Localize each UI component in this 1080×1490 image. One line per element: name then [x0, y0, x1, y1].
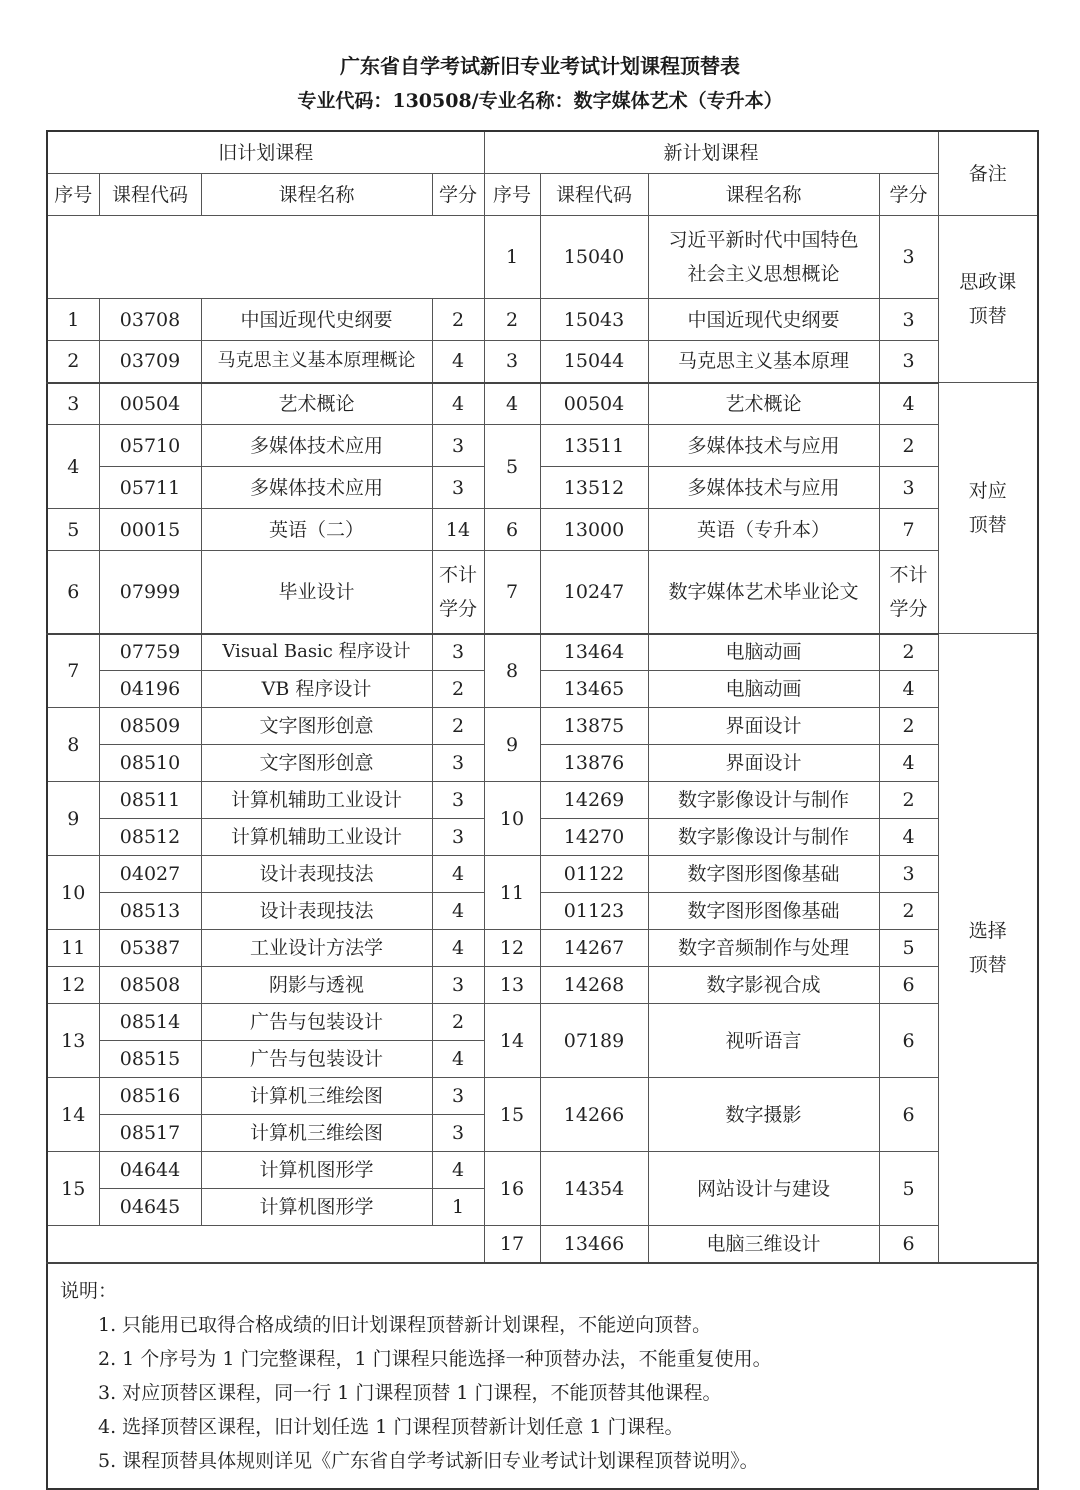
old-code: 00504: [99, 383, 201, 425]
new-code: 13512: [540, 467, 648, 509]
old-code: 08512: [99, 819, 201, 856]
old-credit: 3: [432, 967, 484, 1004]
old-no: 13: [47, 1004, 99, 1078]
column-header-row: [47, 174, 1038, 216]
old-code: 08514: [99, 1004, 201, 1041]
remark-optional: 选择顶替: [938, 634, 1038, 1263]
new-name: 电脑动画: [648, 671, 879, 708]
old-name: 英语（二）: [201, 509, 432, 551]
table-row: [47, 1226, 1038, 1263]
new-credit: 6: [879, 967, 938, 1004]
new-code: 15043: [540, 299, 648, 341]
old-credit: 3: [432, 1115, 484, 1152]
old-credit: 4: [432, 1041, 484, 1078]
old-credit: 14: [432, 509, 484, 551]
new-name: 数字图形图像基础: [648, 893, 879, 930]
old-name: 广告与包装设计: [201, 1004, 432, 1041]
note-item: 5. 课程顶替具体规则详见《广东省自学考试新旧专业考试计划课程顶替说明》。: [98, 1449, 759, 1472]
old-no: 2: [47, 341, 99, 383]
new-name: 电脑三维设计: [648, 1226, 879, 1263]
new-credit: 6: [879, 1004, 938, 1078]
old-no: 1: [47, 299, 99, 341]
old-no: 7: [47, 634, 99, 708]
table-row: [47, 819, 1038, 856]
new-name: 数字图形图像基础: [648, 856, 879, 893]
old-code: 04645: [99, 1189, 201, 1226]
new-credit: 2: [879, 708, 938, 745]
old-no: 11: [47, 930, 99, 967]
new-code: 13511: [540, 425, 648, 467]
new-no: 14: [484, 1004, 540, 1078]
old-code: 00015: [99, 509, 201, 551]
col-new-credit: 学分: [879, 174, 938, 216]
new-credit: 2: [879, 893, 938, 930]
old-credit: 4: [432, 383, 484, 425]
new-credit: 2: [879, 782, 938, 819]
table-row: [47, 708, 1038, 745]
old-name: 马克思主义基本原理概论: [201, 341, 432, 383]
new-credit: 4: [879, 745, 938, 782]
old-code: 04196: [99, 671, 201, 708]
new-no: 2: [484, 299, 540, 341]
new-name: 电脑动画: [648, 634, 879, 671]
old-no: 6: [47, 551, 99, 634]
old-name: 文字图形创意: [201, 708, 432, 745]
table-row: [47, 1152, 1038, 1189]
table-row: [47, 216, 1038, 299]
new-code: 15040: [540, 216, 648, 299]
group-header-row: [47, 131, 1038, 174]
new-name: 数字影像设计与制作: [648, 782, 879, 819]
notes-row: [47, 1263, 1038, 1489]
new-name: 英语（专升本）: [648, 509, 879, 551]
old-credit: 1: [432, 1189, 484, 1226]
new-name: 多媒体技术与应用: [648, 467, 879, 509]
new-no: 8: [484, 634, 540, 708]
new-name: 数字媒体艺术毕业论文: [648, 551, 879, 634]
old-no: 15: [47, 1152, 99, 1226]
old-code: 08515: [99, 1041, 201, 1078]
old-credit: 4: [432, 893, 484, 930]
new-no: 12: [484, 930, 540, 967]
table-row: [47, 299, 1038, 341]
new-code: 13465: [540, 671, 648, 708]
old-name: 多媒体技术应用: [201, 425, 432, 467]
old-credit: 2: [432, 708, 484, 745]
old-credit: 4: [432, 856, 484, 893]
new-code: 07189: [540, 1004, 648, 1078]
old-name: 毕业设计: [201, 551, 432, 634]
remark-corresponding: 对应顶替: [938, 383, 1038, 634]
old-code: 08510: [99, 745, 201, 782]
document-title: 广东省自学考试新旧专业考试计划课程顶替表: [340, 54, 740, 78]
new-name: 习近平新时代中国特色社会主义思想概论: [648, 216, 879, 299]
old-no: 14: [47, 1078, 99, 1152]
new-code: 15044: [540, 341, 648, 383]
new-code: 10247: [540, 551, 648, 634]
new-no: 17: [484, 1226, 540, 1263]
table-row: [47, 930, 1038, 967]
old-name: Visual Basic 程序设计: [201, 634, 432, 671]
old-no: 4: [47, 425, 99, 509]
old-code: 07999: [99, 551, 201, 634]
col-old-credit: 学分: [432, 174, 484, 216]
col-old-name: 课程名称: [201, 174, 432, 216]
old-code: 08509: [99, 708, 201, 745]
new-name: 数字音频制作与处理: [648, 930, 879, 967]
col-new-name: 课程名称: [648, 174, 879, 216]
new-code: 13464: [540, 634, 648, 671]
old-name: 阴影与透视: [201, 967, 432, 1004]
new-credit: 2: [879, 634, 938, 671]
empty-old-cell: [47, 216, 484, 299]
old-no: 8: [47, 708, 99, 782]
new-credit: 3: [879, 467, 938, 509]
new-credit: 3: [879, 856, 938, 893]
old-code: 08513: [99, 893, 201, 930]
new-code: 01122: [540, 856, 648, 893]
old-credit: 3: [432, 467, 484, 509]
notes-section: [47, 1263, 1038, 1489]
old-code: 03709: [99, 341, 201, 383]
new-code: 13466: [540, 1226, 648, 1263]
remark-header: 备注: [938, 131, 1038, 216]
col-new-code: 课程代码: [540, 174, 648, 216]
empty-old-cell: [47, 1226, 484, 1263]
old-name: 计算机辅助工业设计: [201, 819, 432, 856]
old-no: 9: [47, 782, 99, 856]
old-name: VB 程序设计: [201, 671, 432, 708]
old-code: 03708: [99, 299, 201, 341]
old-name: 计算机图形学: [201, 1152, 432, 1189]
new-no: 4: [484, 383, 540, 425]
new-name: 网站设计与建设: [648, 1152, 879, 1226]
notes-title: 说明：: [60, 1279, 118, 1302]
old-code: 07759: [99, 634, 201, 671]
col-old-no: 序号: [47, 174, 99, 216]
new-no: 10: [484, 782, 540, 856]
table-row: [47, 1078, 1038, 1115]
table-row: [47, 425, 1038, 467]
table-row: [47, 634, 1038, 671]
new-name: 多媒体技术与应用: [648, 425, 879, 467]
note-item: 4. 选择顶替区课程，旧计划任选 1 门课程顶替新计划任意 1 门课程。: [98, 1415, 684, 1438]
table-row: [47, 509, 1038, 551]
new-credit: 5: [879, 1152, 938, 1226]
document-subtitle: 专业代码：130508/专业名称：数字媒体艺术（专升本）: [297, 90, 783, 112]
old-code: 08508: [99, 967, 201, 1004]
new-no: 11: [484, 856, 540, 930]
new-credit: 7: [879, 509, 938, 551]
old-credit: 2: [432, 1004, 484, 1041]
old-code: 04027: [99, 856, 201, 893]
old-name: 工业设计方法学: [201, 930, 432, 967]
new-credit: 6: [879, 1078, 938, 1152]
old-no: 10: [47, 856, 99, 930]
new-name: 界面设计: [648, 708, 879, 745]
new-credit: 3: [879, 341, 938, 383]
note-item: 1. 只能用已取得合格成绩的旧计划课程顶替新计划课程，不能逆向顶替。: [98, 1313, 712, 1336]
new-code: 13000: [540, 509, 648, 551]
new-no: 1: [484, 216, 540, 299]
new-name: 数字影像设计与制作: [648, 819, 879, 856]
new-no: 16: [484, 1152, 540, 1226]
new-credit: 4: [879, 671, 938, 708]
new-name: 艺术概论: [648, 383, 879, 425]
old-credit: 3: [432, 1078, 484, 1115]
table-row: [47, 1004, 1038, 1041]
old-credit: 4: [432, 1152, 484, 1189]
old-name: 设计表现技法: [201, 893, 432, 930]
old-name: 文字图形创意: [201, 745, 432, 782]
table-row: [47, 745, 1038, 782]
new-name: 视听语言: [648, 1004, 879, 1078]
old-code: 08516: [99, 1078, 201, 1115]
new-no: 9: [484, 708, 540, 782]
new-credit: 4: [879, 819, 938, 856]
old-code: 08511: [99, 782, 201, 819]
old-code: 04644: [99, 1152, 201, 1189]
old-name: 计算机三维绘图: [201, 1115, 432, 1152]
new-credit: 4: [879, 383, 938, 425]
new-credit: 2: [879, 425, 938, 467]
col-new-no: 序号: [484, 174, 540, 216]
table-row: [47, 893, 1038, 930]
old-credit: 2: [432, 299, 484, 341]
old-credit: 3: [432, 819, 484, 856]
new-no: 7: [484, 551, 540, 634]
old-no: 12: [47, 967, 99, 1004]
old-credit: 4: [432, 341, 484, 383]
new-code: 14354: [540, 1152, 648, 1226]
new-name: 数字影视合成: [648, 967, 879, 1004]
new-credit: 3: [879, 216, 938, 299]
old-credit: 3: [432, 782, 484, 819]
new-code: 14270: [540, 819, 648, 856]
old-name: 设计表现技法: [201, 856, 432, 893]
new-credit: 不计学分: [879, 551, 938, 634]
new-credit: 5: [879, 930, 938, 967]
table-row: [47, 383, 1038, 425]
old-code: 05710: [99, 425, 201, 467]
new-code: 14268: [540, 967, 648, 1004]
old-credit: 4: [432, 930, 484, 967]
new-plan-header: 新计划课程: [484, 131, 938, 174]
new-code: 14267: [540, 930, 648, 967]
old-plan-header: 旧计划课程: [47, 131, 484, 174]
new-code: 13875: [540, 708, 648, 745]
new-no: 13: [484, 967, 540, 1004]
table-row: [47, 467, 1038, 509]
old-name: 中国近现代史纲要: [201, 299, 432, 341]
old-credit: 2: [432, 671, 484, 708]
course-replacement-table: [46, 130, 1039, 1490]
old-credit: 3: [432, 425, 484, 467]
new-no: 15: [484, 1078, 540, 1152]
new-no: 6: [484, 509, 540, 551]
table-row: [47, 856, 1038, 893]
old-name: 计算机图形学: [201, 1189, 432, 1226]
col-old-code: 课程代码: [99, 174, 201, 216]
old-no: 3: [47, 383, 99, 425]
table-row: [47, 341, 1038, 383]
new-code: 13876: [540, 745, 648, 782]
old-code: 08517: [99, 1115, 201, 1152]
note-item: 3. 对应顶替区课程，同一行 1 门课程顶替 1 门课程，不能顶替其他课程。: [98, 1381, 722, 1404]
old-credit: 不计学分: [432, 551, 484, 634]
new-name: 中国近现代史纲要: [648, 299, 879, 341]
new-no: 5: [484, 425, 540, 509]
old-name: 多媒体技术应用: [201, 467, 432, 509]
old-credit: 3: [432, 634, 484, 671]
old-name: 计算机辅助工业设计: [201, 782, 432, 819]
table-row: [47, 551, 1038, 634]
new-code: 00504: [540, 383, 648, 425]
new-name: 数字摄影: [648, 1078, 879, 1152]
new-code: 14269: [540, 782, 648, 819]
old-credit: 3: [432, 745, 484, 782]
new-credit: 3: [879, 299, 938, 341]
old-name: 艺术概论: [201, 383, 432, 425]
new-code: 01123: [540, 893, 648, 930]
old-code: 05711: [99, 467, 201, 509]
new-name: 界面设计: [648, 745, 879, 782]
old-code: 05387: [99, 930, 201, 967]
remark-politics: 思政课顶替: [938, 216, 1038, 383]
table-row: [47, 967, 1038, 1004]
old-no: 5: [47, 509, 99, 551]
new-name: 马克思主义基本原理: [648, 341, 879, 383]
note-item: 2. 1 个序号为 1 门完整课程，1 门课程只能选择一种顶替办法，不能重复使用。: [98, 1347, 772, 1370]
old-name: 计算机三维绘图: [201, 1078, 432, 1115]
new-no: 3: [484, 341, 540, 383]
table-row: [47, 671, 1038, 708]
old-name: 广告与包装设计: [201, 1041, 432, 1078]
table-row: [47, 782, 1038, 819]
new-credit: 6: [879, 1226, 938, 1263]
new-code: 14266: [540, 1078, 648, 1152]
